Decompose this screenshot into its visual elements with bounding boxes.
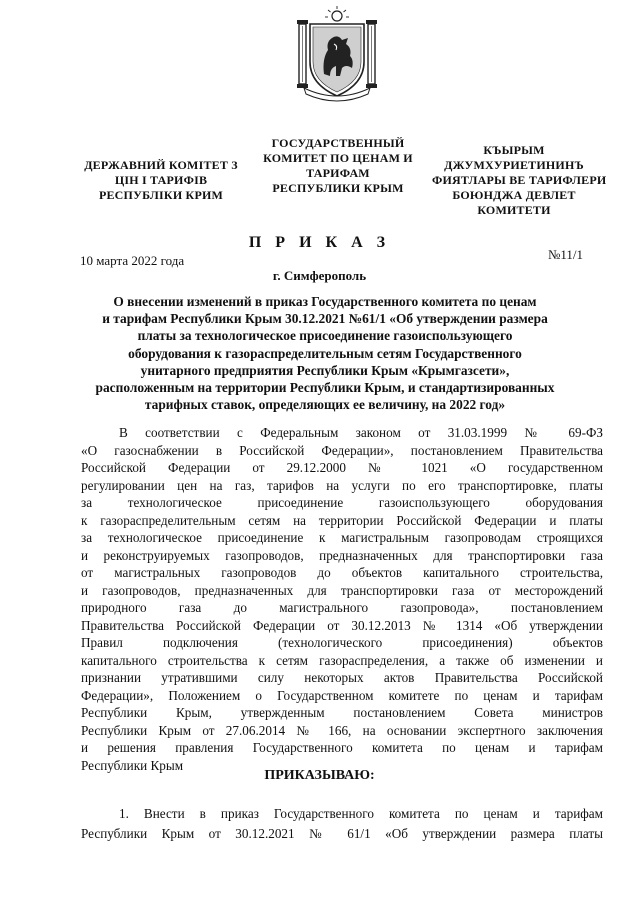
header-right-line: БОЮНДЖА ДЕВЛЕТ: [452, 188, 576, 202]
document-number: №11/1: [548, 247, 584, 262]
header-center-russian: [258, 136, 418, 196]
body-line: за технологическое присоединение газоиспользующего оборудования: [81, 495, 603, 510]
body-line: к газораспределительным сетям на территории Российской Федерации и платы: [81, 512, 603, 528]
body-line: и газопроводов, предназначенных для транспортировки газа от месторождений: [81, 582, 603, 598]
body-line: за технологическое присоединение к магистральным газопроводам строящихся: [81, 530, 603, 545]
clause-line: Республики Крым от 30.12.2021 № 61/1 «Об утверждении размера платы: [81, 826, 603, 841]
subject-line: и тарифам Республики Крым 30.12.2021 №61/1 «Об утверждении размера: [102, 311, 548, 327]
document-city: г. Симферополь: [272, 268, 367, 283]
header-center-line: ТАРИФАМ: [306, 166, 370, 180]
header-center-line: ГОСУДАРСТВЕННЫЙ: [271, 136, 405, 150]
body-line: Республики Крым: [81, 757, 184, 773]
header-left-line: РЕСПУБЛІКИ КРИМ: [98, 188, 224, 202]
subject-line: расположенным на территории Республики Крым, и стандартизированных: [95, 380, 555, 396]
body-line: Республики Крым от 27.06.2014 № 166, на основании экспертного заключения: [81, 722, 603, 738]
body-line: и реконструируемых газопроводов, предназначенных для транспортировки газа: [81, 547, 603, 563]
header-center-line: КОМИТЕТ ПО ЦЕНАМ И: [263, 151, 413, 165]
preamble-paragraph: [81, 424, 603, 774]
header-left-line: ДЕРЖАВНИЙ КОМІТЕТ З: [84, 158, 238, 172]
header-right-crimean-tatar: [432, 143, 607, 218]
body-line: от магистральных газопроводов до объектов капитального строительства,: [81, 565, 603, 580]
subject-line: унитарного предприятия Республики Крым «Крымгазсети»,: [140, 362, 510, 378]
order-heading: ПРИКАЗЫВАЮ:: [264, 768, 375, 783]
subject-line: оборудования к газораспределительным сетям Государственного: [128, 345, 522, 361]
subject-line: О внесении изменений в приказ Государственного комитета по ценам: [113, 294, 537, 309]
subject-line: платы за технологическое присоединение газоиспользующего: [137, 328, 513, 344]
document-date: 10 марта 2022 года: [80, 253, 185, 268]
body-line: признании утратившими силу некоторых актов Правительства Российской: [81, 670, 603, 685]
header-right-line: ФИЯТЛАРЫ ВЕ ТАРИФЛЕРИ: [432, 173, 607, 187]
document-type-title: П Р И К А З: [248, 234, 391, 251]
body-line: В соответствии с Федеральным законом от 31.03.1999 № 69-ФЗ: [119, 425, 603, 440]
body-line: и решения правления Государственного комитета по ценам и тарифам: [81, 740, 603, 755]
clause-line: 1. Внести в приказ Государственного комитета по ценам и тарифам: [119, 806, 603, 821]
subject-line: тарифных ставок, определяющих ее величину, на 2022 год»: [144, 397, 506, 413]
header-right-line: КОМИТЕТИ: [477, 203, 551, 217]
body-line: Республики Крым, утвержденным постановлением Совета министров: [81, 705, 603, 720]
body-line: Российской Федерации от 29.12.2000 № 1021 «О государственном: [81, 460, 603, 475]
body-line: Правительства Российской Федерации от 30.12.2013 № 1314 «Об утверждении: [81, 617, 603, 633]
crimea-coat-of-arms-emblem: [296, 4, 378, 104]
header-center-line: РЕСПУБЛИКИ КРЫМ: [272, 181, 404, 195]
header-right-line: ДЖУМХУРИЕТИНИНЪ: [444, 158, 584, 172]
body-line: «О газоснабжении в Российской Федерации», постановлением Правительства: [81, 442, 603, 458]
body-line: природного газа до магистрального газопровода», постановлением: [81, 600, 603, 615]
clause-1-paragraph: [81, 804, 603, 844]
document-subject: [60, 293, 590, 413]
body-line: Федерации», Положением о Государственном комитете по ценам и тарифам: [81, 687, 603, 703]
header-right-line: КЪЫРЫМ: [483, 143, 545, 157]
body-line: капитального строительства к сетям газораспределения, а также об изменении и: [81, 652, 603, 668]
header-left-line: ЦІН І ТАРИФІВ: [114, 173, 208, 187]
body-line: регулировании цен на газ, тарифов на услуги по его транспортировке, платы: [81, 477, 603, 493]
body-line: Правил подключения (технологического присоединения) объектов: [81, 635, 603, 650]
header-left-ukrainian: [82, 158, 240, 203]
